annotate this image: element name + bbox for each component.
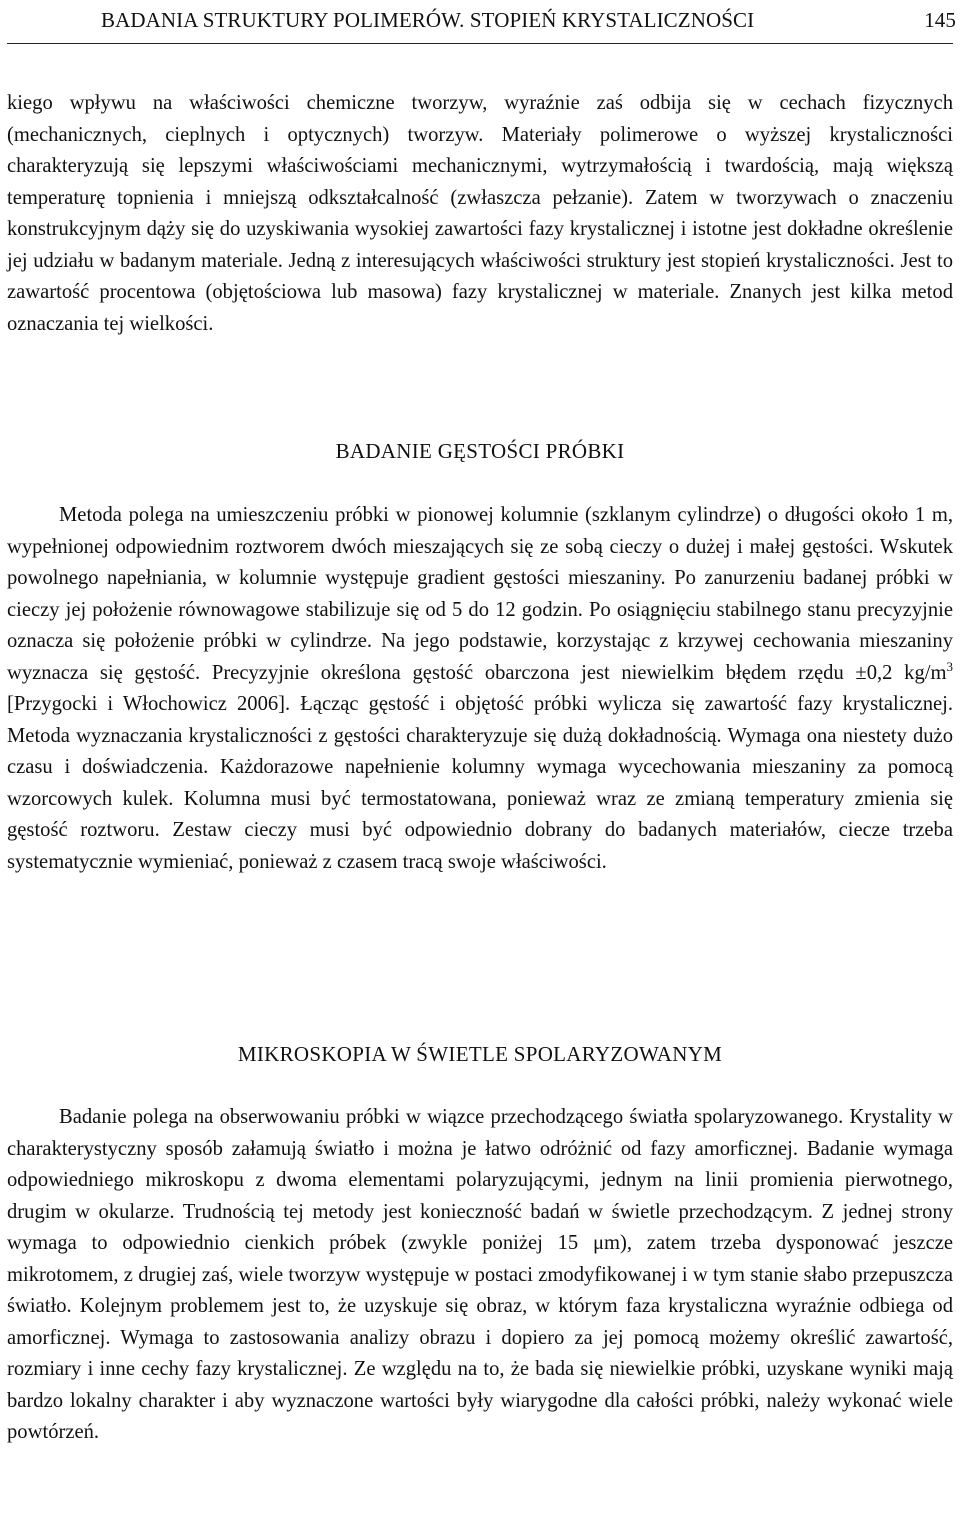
section-heading-microscopy: MIKROSKOPIA W ŚWIETLE SPOLARYZOWANYM (237, 1042, 723, 1066)
density-paragraph (7, 500, 953, 878)
header-rule (7, 43, 953, 44)
microscopy-paragraph: Badanie polega na obserwowaniu próbki w wiązce przechodzącego światła spolaryzowanego. Krystality w charakterystyczny sposób załamują światło i można je łatwo odróżnić od fazy amorficznej. Badanie wymaga odpowiedniego mikroskopu z dwoma elementami polaryzującymi, jednym na linii promienia pierwotnego, drugim w okularze. Trudnością tej metody jest konieczność badań w świetle przechodzącym. Z jednej strony wymaga to odpowiednio cienkich próbek (zwykle poniżej 15 μm), zatem trzeba dysponować jeszcze mikrotomem, z drugiej zaś, wiele tworzyw występuje w postaci zmodyfikowanej i w tym stanie słabo przepuszcza światło. Kolejnym problemem jest to, że uzyskuje się obraz, w którym faza krystaliczna wyraźnie odbiega od amorficznej. Wymaga to zastosowania analizy obrazu i dopiero za jej pomocą możemy określić zawartość, rozmiary i inne cechy fazy krystalicznej. Ze względu na to, że bada się niewielkie próbki, uzyskane wyniki mają bardzo lokalny charakter i aby wyznaczone wartości były wiarygodne dla całości próbki, należy wykonać wiele powtórzeń. (7, 1106, 953, 1443)
density-paragraph-text: Metoda polega na umieszczeniu próbki w pionowej kolumnie (szklanym cylindrze) o długości około 1 m, wypełnionej odpowiednim roztworem dwóch mieszających się ze sobą cieczy o dużej i małej gęstości. Wskutek powolnego napełniania, w kolumnie występuje gradient gęstości mieszaniny. Po zanurzeniu badanej próbki w cieczy jej położenie równowagowe stabilizuje się od 5 do 12 godzin. Po osiągnięciu stabilnego stanu precyzyjnie oznacza się położenie próbki w cylindrze. Na jego podstawie, korzystając z krzywej cechowania mieszaniny wyznacza się gęstość. Precyzyjnie określona gęstość obarczona jest niewielkim błędem rzędu ±0,2 kg/m (7, 504, 953, 684)
section-heading-density: BADANIE GĘSTOŚCI PRÓBKI (335, 439, 625, 463)
running-head-title: BADANIA STRUKTURY POLIMERÓW. STOPIEŃ KRYSTALICZNOŚCI (101, 8, 755, 32)
intro-paragraph: kiego wpływu na właściwości chemiczne tworzyw, wyraźnie zaś odbija się w cechach fizycznych (mechanicznych, cieplnych i optycznych) tworzyw. Materiały polimerowe o wyższej krystaliczności charakteryzują się lepszymi właściwościami mechanicznymi, wytrzymałością i twardością, mają większą temperaturę topnienia i mniejszą odkształcalność (zwłaszcza pełzanie). Zatem w tworzywach o znaczeniu konstrukcyjnym dąży się do uzyskiwania wysokiej zawartości fazy krystalicznej i istotne jest dokładne określenie jej udziału w badanym materiale. Jedną z interesujących właściwości struktury jest stopień krystaliczności. Jest to zawartość procentowa (objętościowa lub masowa) fazy krystalicznej w materiale. Znanych jest kilka metod oznaczania tej wielkości. (7, 92, 953, 335)
page-number: 145 (924, 8, 956, 32)
density-paragraph-text-cont: [Przygocki i Włochowicz 2006]. Łącząc gęstość i objętość próbki wylicza się zawartość fazy krystalicznej. Metoda wyznaczania krystaliczności z gęstości charakteryzuje się dużą dokładnością. Wymaga ona niestety dużo czasu i doświadczenia. Każdorazowe napełnienie kolumny wymaga wycechowania mieszaniny za pomocą wzorcowych kulek. Kolumna musi być termostatowana, ponieważ wraz ze zmianą temperatury zmienia się gęstość roztworu. Zestaw cieczy musi być odpowiednio dobrany do badanych materiałów, ciecze trzeba systematycznie wymieniać, ponieważ z czasem tracą swoje właściwości. (7, 693, 953, 873)
cubic-superscript: 3 (946, 658, 953, 674)
